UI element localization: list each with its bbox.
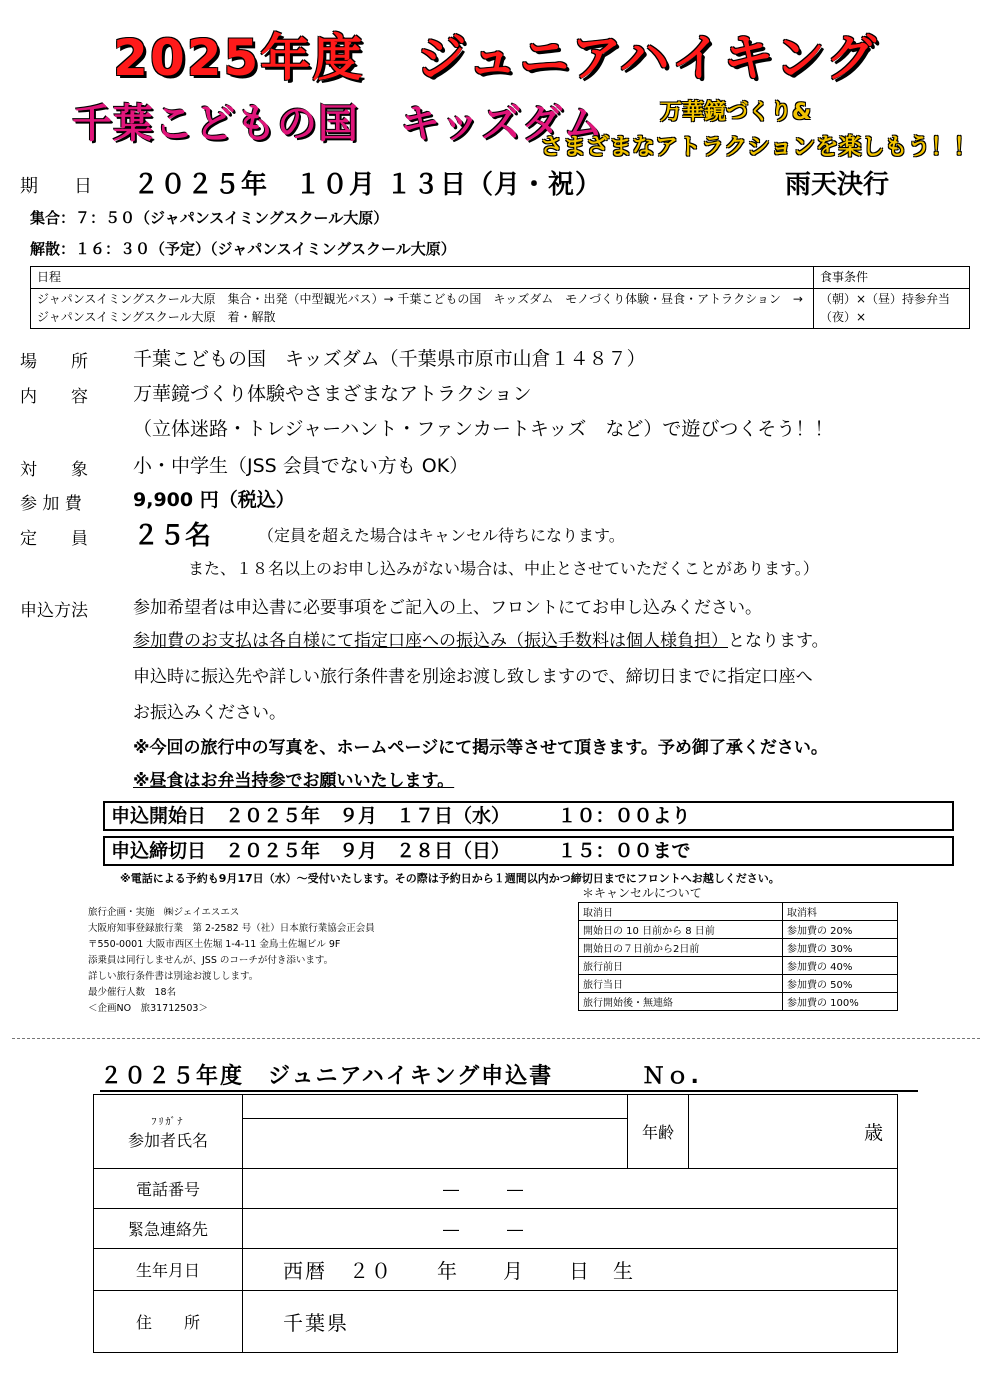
- age-unit: 歳: [863, 1122, 883, 1144]
- schedule-header-itinerary: 日程: [31, 267, 814, 289]
- apply-line-2: [133, 626, 829, 651]
- cancel-table: [578, 902, 898, 1011]
- agency-line-1: 旅行企画・実施 ㈱ジェイエスエス: [88, 907, 240, 918]
- agency-line-4: 添乗員は同行しませんが、JSS のコーチが付き添います。: [88, 955, 334, 966]
- table-row: [579, 975, 898, 993]
- cancel-fee: 参加費の 30%: [783, 939, 898, 957]
- age-label: 年齢: [628, 1095, 689, 1169]
- table-row: [579, 921, 898, 939]
- birth-input[interactable]: [243, 1249, 898, 1291]
- capacity-value: ２５名: [133, 521, 212, 551]
- content-line-2: （立体迷路・トレジャーハント・ファンカートキッズ など）で遊びつくそう！！: [133, 418, 834, 440]
- cancel-fee: 参加費の 100%: [783, 993, 898, 1011]
- page-title: 2025年度 ジュニアハイキング: [113, 29, 878, 87]
- schedule-itinerary: ジャパンスイミングスクール大原 集合・出発（中型観光バス）→ 千葉こどもの国 キッズダム モノづくり体験・昼食・アトラクション → ジャパンスイミングスクール大原 着・解散: [31, 289, 814, 329]
- name-input[interactable]: [243, 1119, 628, 1169]
- agency-info: [88, 905, 375, 1017]
- lunch-notice-text: ※昼食はお弁当持参でお願いいたします。: [133, 771, 455, 791]
- place-value: 千葉こどもの国 キッズダム（千葉県市原市山倉１４８７）: [133, 348, 646, 370]
- cancel-col-fee: 取消料: [783, 903, 898, 921]
- meeting-time: 集合：７：５０（ジャパンスイミングスクール大原）: [30, 209, 389, 227]
- place-label: 場 所: [20, 352, 88, 372]
- cancel-day: 開始日の７日前から2日前: [579, 939, 783, 957]
- application-form: [93, 1094, 898, 1353]
- table-row: [579, 957, 898, 975]
- phone-dash: ― ―: [443, 1180, 524, 1199]
- birth-label: 生年月日: [94, 1249, 243, 1291]
- content-label: 内 容: [20, 387, 88, 407]
- phone-reservation-note: ※電話による予約も9月17日（水）～受付いたします。その際は予約日から１週間以内かつ締切日までにフロントへお越しください。: [120, 872, 780, 885]
- furigana-label: ﾌﾘｶﾞﾅ: [151, 1116, 185, 1128]
- apply-start-box: 申込開始日 ２０２５年 ９月 １７日（水） １０：００より: [103, 801, 954, 831]
- apply-line-2-end: となります。: [728, 631, 829, 651]
- name-label-cell: [94, 1095, 243, 1169]
- cancel-fee: 参加費の 50%: [783, 975, 898, 993]
- apply-line-1: 参加希望者は申込書に必要事項をご記入の上、フロントにてお申し込みください。: [133, 598, 762, 618]
- capacity-note-1: （定員を超えた場合はキャンセル待ちになります。: [258, 526, 625, 545]
- cancel-title: ＊キャンセルについて: [582, 886, 702, 900]
- emergency-label: 緊急連絡先: [94, 1209, 243, 1249]
- address-input[interactable]: [243, 1291, 898, 1353]
- fee-value: 9,900 円（税込）: [133, 489, 295, 511]
- agency-line-7: ＜企画NO 旅31712503＞: [88, 1003, 208, 1014]
- agency-line-3: 〒550-0001 大阪市西区土佐堀 1-4-11 金鳥土佐堀ビル 9F: [88, 939, 341, 950]
- date-value: ２０２５年 １０月 １３日（月・祝）: [133, 170, 603, 200]
- cancel-fee: 参加費の 20%: [783, 921, 898, 939]
- cancel-day: 旅行開始後・無連絡: [579, 993, 783, 1011]
- tagline-1: 万華鏡づくり&: [660, 100, 812, 125]
- rain-note: 雨天決行: [785, 170, 890, 200]
- name-label: 参加者氏名: [127, 1130, 208, 1150]
- cancel-col-day: 取消日: [579, 903, 783, 921]
- emergency-dash: ― ―: [443, 1220, 524, 1239]
- cancel-day: 旅行前日: [579, 957, 783, 975]
- phone-label: 電話番号: [94, 1169, 243, 1209]
- birth-value: 西暦 ２０ 年 月 日 生: [283, 1259, 635, 1283]
- form-title-text: ２０２５年度 ジュニアハイキング申込書: [100, 1064, 554, 1089]
- apply-end-box: 申込締切日 ２０２５年 ９月 ２８日（日） １５：００まで: [103, 836, 954, 866]
- apply-line-4: お振込みください。: [133, 703, 286, 723]
- address-label: 住 所: [94, 1291, 243, 1353]
- meals-line-2: （夜）×: [820, 309, 867, 324]
- cancel-fee: 参加費の 40%: [783, 957, 898, 975]
- phone-input[interactable]: [243, 1169, 898, 1209]
- agency-line-6: 最少催行人数 18名: [88, 987, 177, 998]
- content-line-1: 万華鏡づくり体験やさまざまなアトラクション: [133, 383, 532, 405]
- form-no: Ｎｏ.: [642, 1064, 701, 1089]
- cancel-day: 旅行当日: [579, 975, 783, 993]
- apply-line-3: 申込時に振込先や詳しい旅行条件書を別途お渡し致しますので、締切日までに指定口座へ: [133, 667, 813, 687]
- capacity-note-2: また、１８名以上のお申し込みがない場合は、中止とさせていただくことがあります。）: [188, 559, 819, 578]
- schedule-meals: [814, 289, 970, 329]
- fee-label: 参 加 費: [20, 494, 82, 514]
- capacity-label: 定 員: [20, 529, 88, 549]
- subtitle: 千葉こどもの国 キッズダム: [72, 101, 605, 147]
- target-value: 小・中学生（JSS 会員でない方も OK）: [133, 455, 469, 477]
- payment-note: 参加費のお支払は各自様にて指定口座への振込み（振込手数料は個人様負担）: [133, 631, 728, 651]
- schedule-table: [30, 266, 970, 329]
- date-label: 期 日: [20, 176, 92, 197]
- cancel-day: 開始日の 10 日前から 8 日前: [579, 921, 783, 939]
- target-label: 対 象: [20, 460, 88, 480]
- form-title: [100, 1059, 918, 1092]
- photo-notice: ※今回の旅行中の写真を、ホームページにて掲示等させて頂きます。予め御了承ください。: [133, 738, 828, 758]
- tagline-2: さまざまなアトラクションを楽しもう！！: [540, 134, 977, 160]
- emergency-input[interactable]: [243, 1209, 898, 1249]
- apply-label: 申込方法: [20, 601, 88, 621]
- agency-line-2: 大阪府知事登録旅行業 第 2-2582 号（社）日本旅行業協会正会員: [88, 923, 375, 934]
- cut-line: [12, 1038, 980, 1039]
- table-row: [579, 939, 898, 957]
- agency-line-5: 詳しい旅行条件書は別途お渡しします。: [88, 971, 259, 982]
- address-value: 千葉県: [283, 1311, 349, 1335]
- schedule-header-meals: 食事条件: [814, 267, 970, 289]
- furigana-input[interactable]: [243, 1095, 628, 1119]
- age-input[interactable]: [689, 1095, 898, 1169]
- table-row: [579, 993, 898, 1011]
- meals-line-1: （朝）×（昼）持参弁当: [820, 292, 951, 307]
- lunch-notice: [133, 766, 454, 791]
- dismissal-time: 解散：１６：３０（予定）（ジャパンスイミングスクール大原）: [30, 240, 456, 258]
